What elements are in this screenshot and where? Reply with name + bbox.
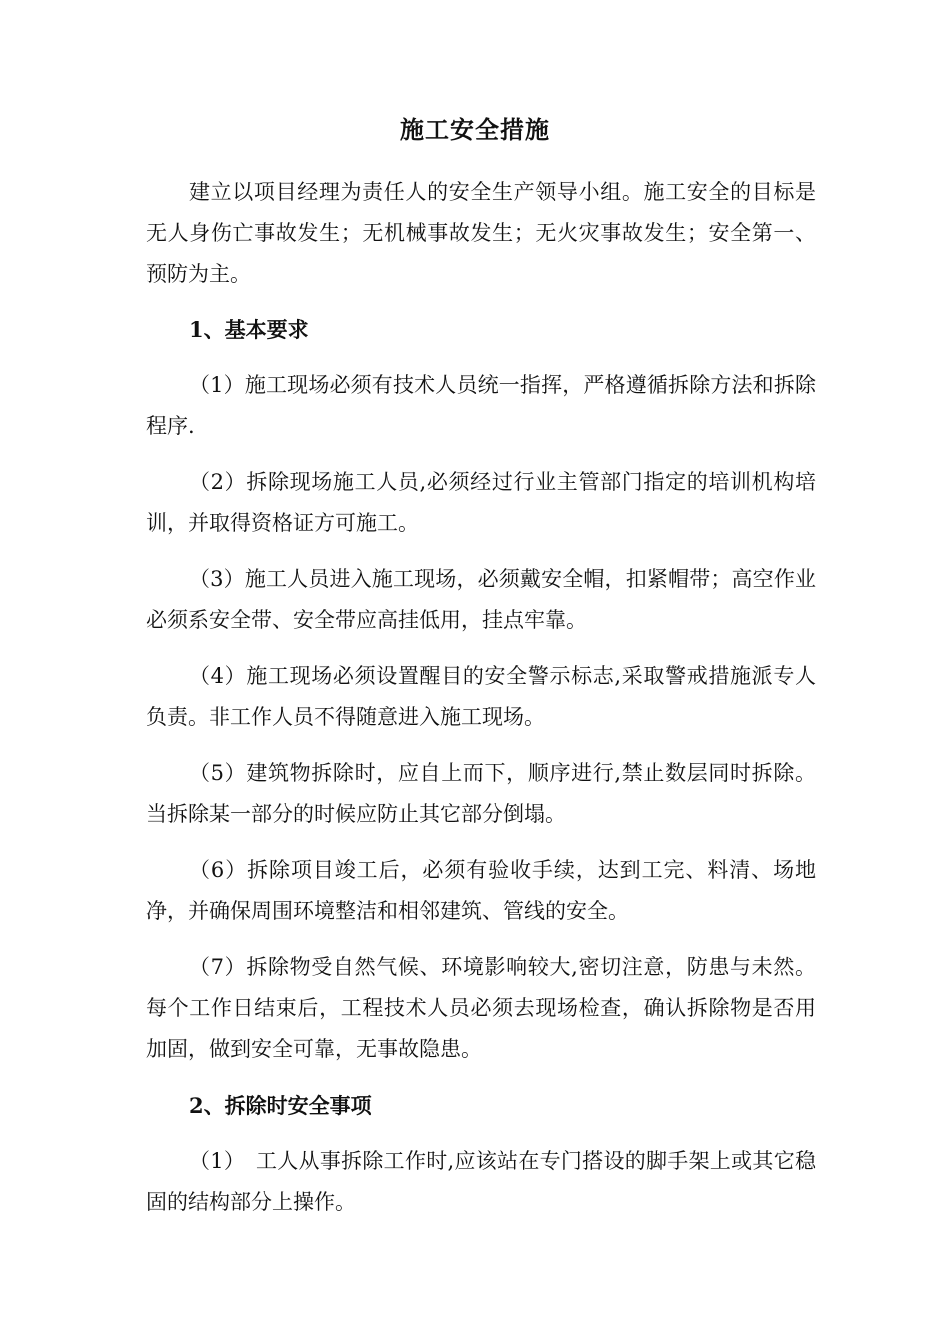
section-heading-demolition-safety: 2、拆除时安全事项	[189, 1093, 372, 1118]
requirement-item-3: （3）施工人员进入施工现场，必须戴安全帽，扣紧帽带；高空作业必须系安全带、安全带应高挂低用，挂点牢靠。	[146, 567, 816, 632]
requirement-item-2: （2）拆除现场施工人员,必须经过行业主管部门指定的培训机构培训，并取得资格证方可施工。	[146, 470, 816, 535]
requirement-item-5: （5）建筑物拆除时，应自上而下，顺序进行,禁止数层同时拆除。当拆除某一部分的时候应防止其它部分倒塌。	[146, 761, 816, 826]
requirement-item-7: （7）拆除物受自然气候、环境影响较大,密切注意，防患与未然。每个工作日结束后，工程技术人员必须去现场检查，确认拆除物是否用加固，做到安全可靠，无事故隐患。	[146, 955, 816, 1061]
requirement-item-6: （6）拆除项目竣工后，必须有验收手续，达到工完、料清、场地净，并确保周围环境整洁和相邻建筑、管线的安全。	[146, 858, 816, 923]
section-heading-basic-requirements: 1、基本要求	[189, 317, 309, 342]
intro-paragraph: 建立以项目经理为责任人的安全生产领导小组。施工安全的目标是无人身伤亡事故发生；无机械事故发生；无火灾事故发生；安全第一、预防为主。	[146, 180, 816, 286]
safety-item-1: （1） 工人从事拆除工作时,应该站在专门搭设的脚手架上或其它稳固的结构部分上操作。	[146, 1149, 816, 1214]
document-body	[146, 172, 816, 1238]
document-title: 施工安全措施	[400, 115, 550, 144]
requirement-item-1: （1）施工现场必须有技术人员统一指挥，严格遵循拆除方法和拆除程序.	[146, 373, 816, 438]
requirement-item-4: （4）施工现场必须设置醒目的安全警示标志,采取警戒措施派专人负责。非工作人员不得随意进入施工现场。	[146, 664, 816, 729]
